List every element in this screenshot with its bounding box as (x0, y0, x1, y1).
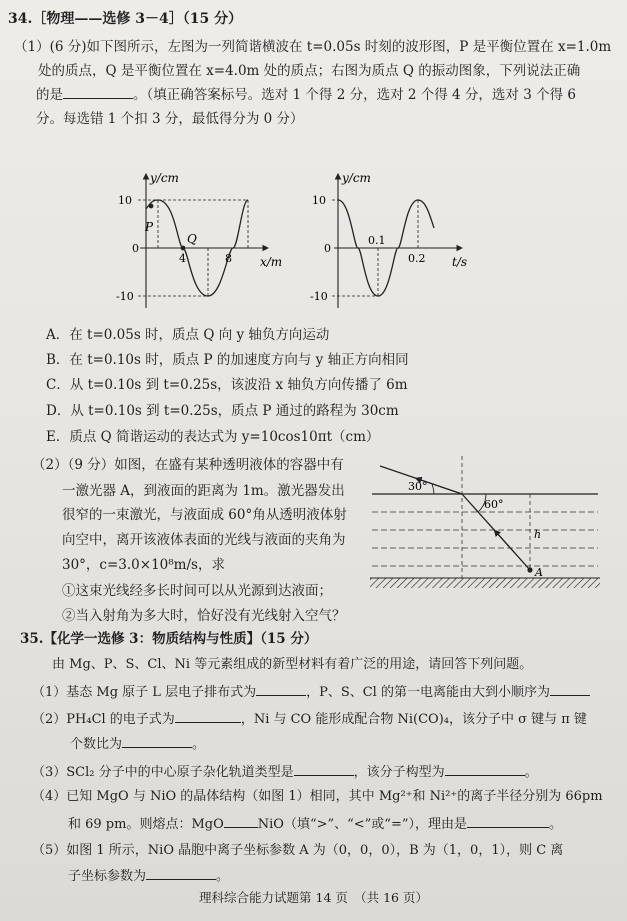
vib-y-top: 10 (312, 194, 326, 207)
q35-q1 (32, 682, 590, 702)
wave-y-top: 10 (118, 194, 132, 207)
vibration-graph (300, 168, 485, 318)
q35-q4-b2: NiO（填“>”、“<”或“=”），理由是 (257, 817, 467, 832)
q35-q2-blank2[interactable] (122, 734, 192, 748)
vib-y-label: y/cm (342, 171, 371, 185)
q34-p2-line4: 向空中，离开该液体表面的光线与液面的夹角为 (62, 532, 346, 548)
q34-p1-line3b: 。（填正确答案标号。选对 1 个得 2 分，选对 2 个得 4 分，选对 3 个得 6 (133, 87, 576, 103)
angle-air-label: 30° (408, 480, 428, 493)
q35-q2-a: （2）PH₄Cl 的电子式为 (32, 712, 175, 727)
q34-p2-q2: ②当入射角为多大时，恰好没有光线射入空气？ (62, 608, 346, 624)
q35-q4-b1: 和 69 pm。则熔点：MgO (68, 817, 224, 832)
q35-q1-a: （1）基态 Mg 原子 L 层电子排布式为 (32, 685, 257, 700)
q34-option-c: C．从 t=0.10s 到 t=0.25s，该波沿 x 轴负方向传播了 6m (46, 377, 408, 393)
q35-q5-cont: 子坐标参数为 。 (68, 866, 229, 886)
q35-q2-cont: 个数比为 。 (70, 734, 205, 754)
q35-q3-a: （3）SCl₂ 分子中的中心原子杂化轨道类型是 (32, 765, 294, 780)
q34-p1-line3a: 的是 (36, 87, 63, 103)
q35-q4-cont: 和 69 pm。则熔点：MgO NiO（填“>”、“<”或“=”），理由是 。 (68, 814, 562, 834)
q34-p2-q1: ①这束光线经多长时间可以从光源到达液面； (62, 583, 332, 599)
wave-x-tick-4: 4 (179, 252, 186, 265)
wave-graph (100, 168, 295, 318)
wave-y-label: y/cm (150, 171, 179, 185)
angle-liquid-label: 60° (484, 498, 504, 511)
q35-q2-b: ，Ni 与 CO 能形成配合物 Ni(CO)₄，该分子中 σ 键与 π 键 (240, 712, 587, 727)
q35-q2 (32, 709, 587, 729)
q35-q1-blank2[interactable] (550, 682, 590, 696)
q34-option-d: D．从 t=0.10s 到 t=0.25s，质点 P 通过的路程为 30cm (46, 403, 399, 419)
wave-y-bottom: -10 (116, 290, 134, 303)
wave-point-q: Q (187, 232, 197, 246)
q35-intro (52, 656, 532, 674)
vib-x-tick-01: 0.1 (368, 234, 386, 247)
q35-q5: （5）如图 1 所示，NiO 晶胞中离子坐标参数 A 为（0，0，0），B 为（1，0，1），则 C 离 (32, 843, 564, 858)
h-label: h (534, 528, 542, 541)
q34-p2-line1: （2）（9 分）如图，在盛有某种透明液体的容器中有 (32, 457, 344, 473)
q35-q5-b: 子坐标参数为 (68, 869, 147, 884)
wave-y-zero: 0 (132, 242, 139, 255)
q34-answer-blank[interactable] (63, 85, 133, 99)
q34-p1-line2: 处的质点，Q 是平衡位置在 x=4.0m 处的质点；右图为质点 Q 的振动图象，下列说法正确 (38, 63, 581, 79)
wave-point-p: P (145, 220, 154, 234)
q34-p1-line1: （1）(6 分)如下图所示，左图为一列简谐横波在 t=0.05s 时刻的波形图，P 是平衡位置在 x=1.0m (14, 39, 612, 55)
q34-p2-line5: 30°，c=3.0×10⁸m/s，求 (62, 557, 225, 573)
q34-option-b: B．在 t=0.10s 时，质点 P 的加速度方向与 y 轴正方向相同 (46, 352, 409, 368)
wave-x-label: x/m (260, 255, 283, 269)
q34-p2-line3: 很窄的一束激光，与液面成 60°角从透明液体射 (62, 507, 347, 523)
laser-a-label: A (535, 566, 543, 579)
vib-y-bottom: -10 (310, 290, 328, 303)
q35-q4-blank1[interactable] (224, 814, 258, 828)
q35-q5-blank[interactable] (146, 866, 216, 880)
q35-header: 35.【化学一选修 3：物质结构与性质】（15 分） (20, 631, 318, 647)
q34-option-e: E．质点 Q 简谐运动的表达式为 y=10cos10πt（cm） (46, 429, 380, 445)
q34-header: 34.［物理——选修 3－4］（15 分） (8, 11, 243, 27)
q35-q1-b: ，P、S、Cl 的第一电离能由大到小顺序为 (306, 685, 550, 700)
q35-intro-text: 由 Mg、P、S、Cl、Ni 等元素组成的新型材料有着广泛的用途，请回答下列问题。 (52, 657, 533, 672)
q35-q3-blank2[interactable] (445, 762, 525, 776)
vib-y-zero: 0 (324, 242, 331, 255)
page-footer: 理科综合能力试题第 14 页 （共 16 页） (199, 890, 428, 905)
q34-p1-line3 (36, 85, 576, 104)
q35-q1-blank1[interactable] (256, 682, 306, 696)
q34-option-a: A．在 t=0.05s 时，质点 Q 向 y 轴负方向运动 (46, 327, 330, 343)
q35-q4-blank2[interactable] (467, 814, 549, 828)
vib-x-tick-02: 0.2 (408, 252, 426, 265)
q35-q2-blank1[interactable] (175, 709, 241, 723)
q35-q2-c: 个数比为 (70, 737, 123, 752)
q35-q3: （3）SCl₂ 分子中的中心原子杂化轨道类型是 ，该分子构型为 。 (32, 762, 538, 782)
q35-q3-b: ，该分子构型为 (353, 765, 445, 780)
wave-x-tick-8: 8 (225, 252, 232, 265)
q34-p1-line4: 分。每选错 1 个扣 3 分，最低得分为 0 分） (36, 111, 304, 127)
laser-diagram (370, 452, 600, 597)
q34-p2-line2: 一激光器 A，到液面的距离为 1m。激光器发出 (62, 483, 345, 499)
vib-x-label: t/s (452, 255, 468, 269)
q35-q3-blank1[interactable] (294, 762, 354, 776)
q35-q4: （4）已知 MgO 与 NiO 的晶体结构（如图 1）相同，其中 Mg²⁺和 Ni²⁺的离子半径分别为 66pm (32, 789, 603, 804)
